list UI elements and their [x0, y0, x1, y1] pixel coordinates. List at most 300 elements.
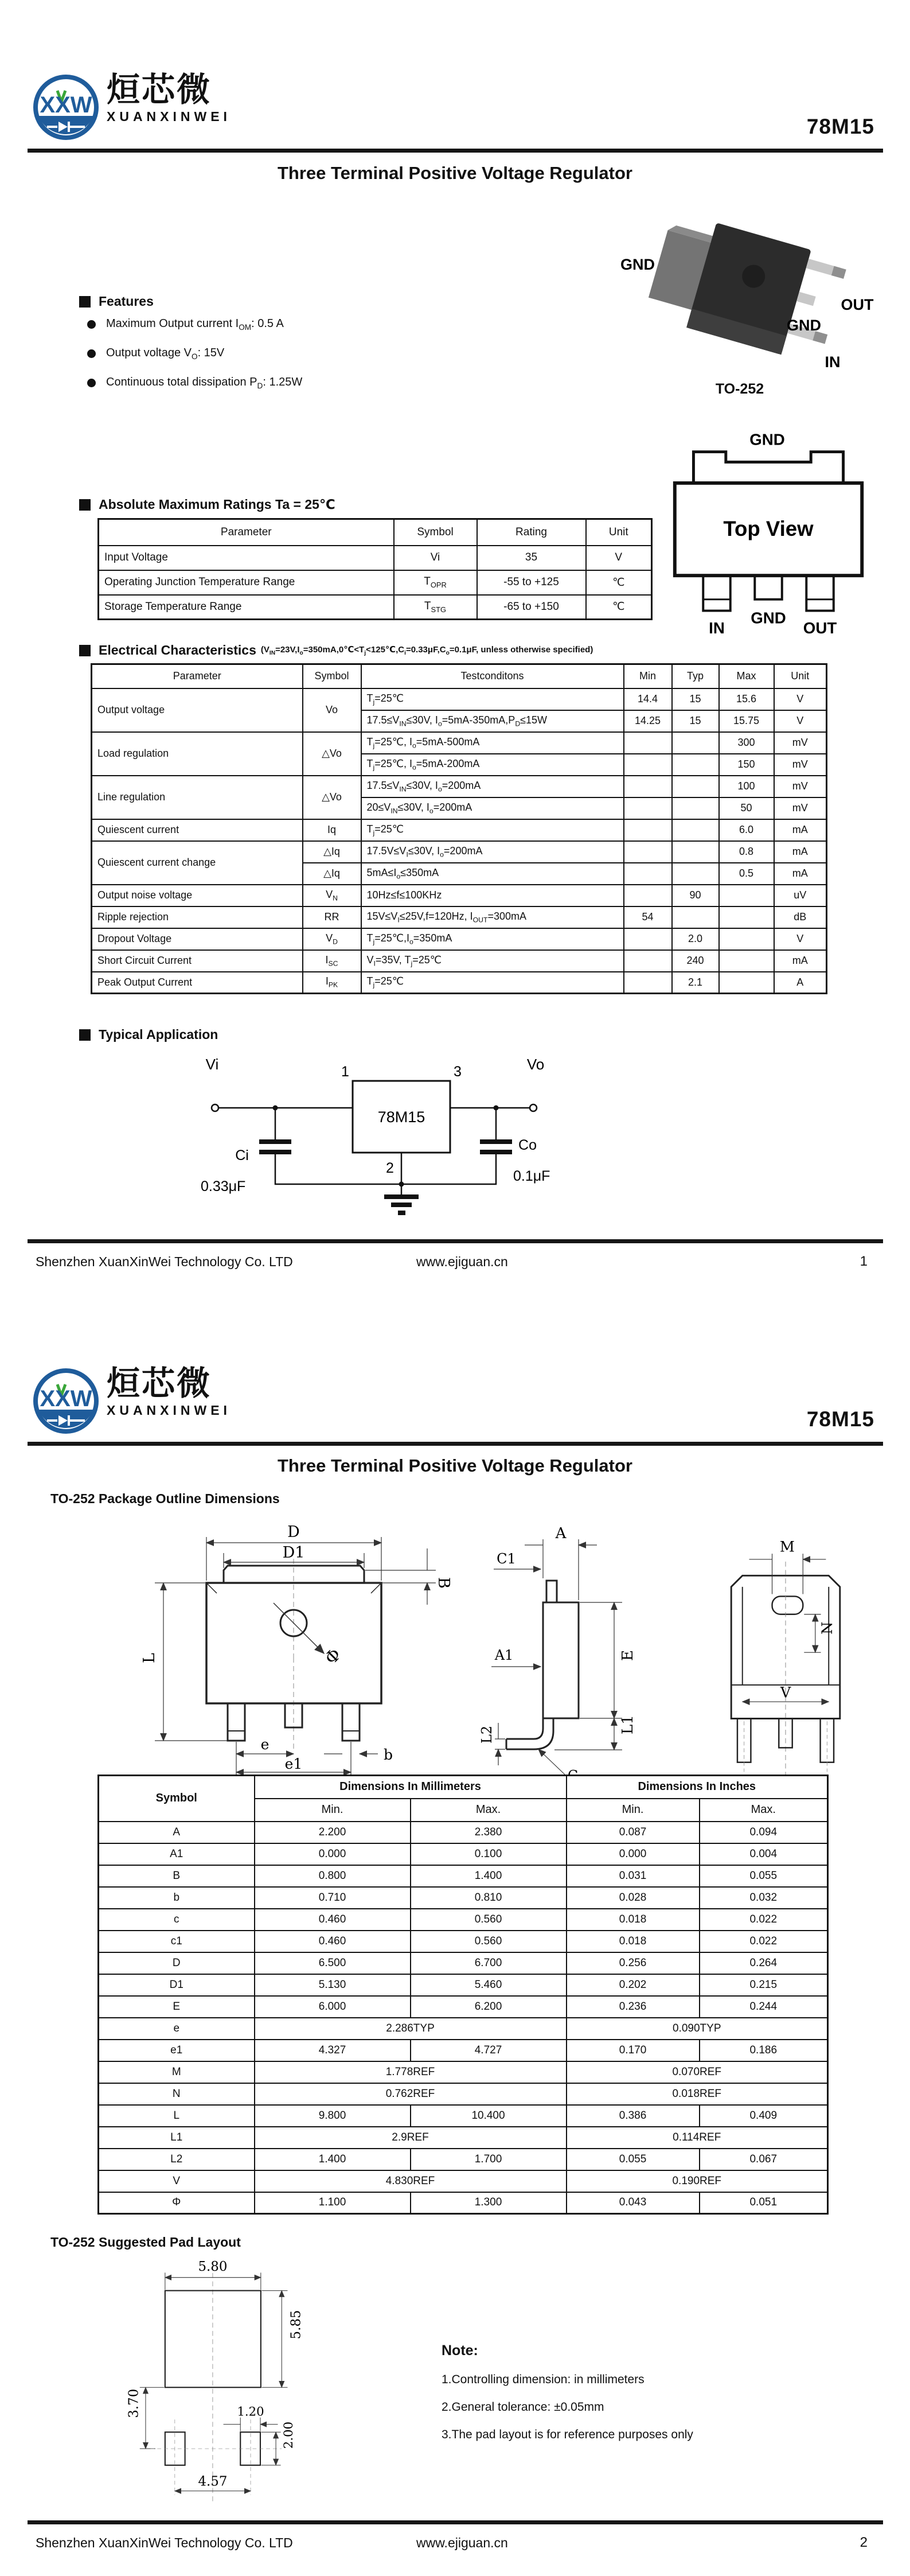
table-cell: Vo	[303, 688, 361, 732]
table-cell: $17.5\le V_{IN}\le 30V$, $I_o=200mA$	[361, 776, 624, 797]
dim-label-B: B	[435, 1577, 452, 1589]
table-cell: B	[99, 1865, 255, 1887]
table-cell: △Vo	[303, 776, 361, 819]
table-cell: $I_{SC}$	[303, 950, 361, 972]
table-cell: 6.200	[411, 1996, 567, 2018]
table-cell: $V_N$	[303, 885, 361, 906]
table-cell: Load regulation	[92, 732, 303, 776]
table-cell: 0.264	[700, 1952, 828, 1974]
table-row	[99, 2018, 828, 2040]
table-cell	[672, 797, 719, 819]
table-cell: 100	[719, 776, 774, 797]
logo-chinese-name: 烜芯微	[107, 1365, 212, 1402]
table-cell	[672, 754, 719, 776]
table-cell: 1.400	[255, 2149, 411, 2170]
table-cell: 50	[719, 797, 774, 819]
table-cell: 5.460	[411, 1974, 567, 1996]
column-header: Symbol	[303, 664, 361, 688]
column-header: Max.	[411, 1799, 567, 1822]
logo-monogram-text: XXW	[40, 92, 92, 118]
circuit-ci-label: Ci	[235, 1147, 249, 1164]
circuit-co-value: 0.1μF	[513, 1168, 550, 1184]
table-cell: Peak Output Current	[92, 972, 303, 994]
table-cell: 0.090TYP	[567, 2018, 828, 2040]
logo-monogram-icon	[32, 73, 100, 141]
table-row	[99, 2083, 828, 2105]
table-cell: 0.114REF	[567, 2127, 828, 2149]
dim-label-L2: L2	[479, 1725, 495, 1744]
table-cell: $20\le V_{IN}\le 30V$, $I_o=200mA$	[361, 797, 624, 819]
dim-label-N: N	[818, 1621, 836, 1635]
table-cell	[624, 885, 672, 906]
table-row	[99, 595, 652, 620]
table-cell: 0.244	[700, 1996, 828, 2018]
table-row	[99, 546, 652, 570]
table-cell: Iq	[303, 819, 361, 841]
dimensions-table	[97, 1775, 829, 2215]
feature-item	[87, 317, 284, 332]
logo-english-name: XUANXINWEI	[107, 109, 231, 124]
features-heading-text: Features	[99, 294, 154, 309]
table-cell: $T_j=25℃$	[361, 688, 624, 710]
table-cell: V	[774, 710, 827, 732]
table-cell: 0.202	[567, 1974, 700, 1996]
table-cell	[719, 906, 774, 928]
circuit-co-label: Co	[518, 1137, 537, 1153]
table-cell: 0.032	[700, 1887, 828, 1909]
table-cell	[624, 754, 672, 776]
table-cell: 0.022	[700, 1909, 828, 1931]
table-row	[99, 1931, 828, 1952]
logo-monogram-text: XXW	[40, 1386, 92, 1411]
table-cell: $I_{PK}$	[303, 972, 361, 994]
table-cell: Dropout Voltage	[92, 928, 303, 950]
table-row	[92, 819, 827, 841]
column-header: Min	[624, 664, 672, 688]
table-cell: L	[99, 2105, 255, 2127]
pad-dim-pitch: 4.57	[198, 2474, 228, 2489]
circuit-vi-label: Vi	[205, 1056, 219, 1073]
dim-label-M: M	[779, 1538, 795, 1555]
pin-label-out: OUT	[841, 296, 874, 313]
dim-label-E: E	[619, 1650, 636, 1661]
table-cell: 15	[672, 688, 719, 710]
pad-dim-pin-height: 2.00	[280, 2421, 295, 2449]
pad-layout-icon	[77, 2254, 399, 2509]
table-cell: Output noise voltage	[92, 885, 303, 906]
table-cell: 6.000	[255, 1996, 411, 2018]
note-item: 2.General tolerance: ±0.05mm	[442, 2400, 604, 2414]
table-cell	[672, 732, 719, 754]
table-cell: 0.070REF	[567, 2061, 828, 2083]
table-cell: 0.051	[700, 2192, 828, 2214]
table-cell: mA	[774, 863, 827, 885]
application-heading	[79, 1027, 218, 1042]
footer-divider	[28, 1239, 883, 1243]
table-cell: 0.186	[700, 2040, 828, 2061]
table-cell: 4.327	[255, 2040, 411, 2061]
column-header: Rating	[477, 519, 586, 546]
footer-website: www.ejiguan.cn	[416, 1254, 508, 1269]
dim-label-e: e	[260, 1736, 270, 1753]
column-header: Testconditons	[361, 664, 624, 688]
pad-layout-figure	[77, 2254, 399, 2509]
table-row	[99, 2149, 828, 2170]
table-cell: 15.75	[719, 710, 774, 732]
table-cell: 0.100	[411, 1843, 567, 1865]
elec-conditions: ($V_{IN}=23V,I_o=350mA,0℃<T_j<125℃,C_i=0.33\mu F,C_o=0.1\mu F$, unless otherwise specified)	[260, 645, 593, 656]
table-cell	[719, 950, 774, 972]
table-cell: 0.004	[700, 1843, 828, 1865]
table-cell: 6.500	[255, 1952, 411, 1974]
table-cell: e	[99, 2018, 255, 2040]
table-cell: A	[99, 1822, 255, 1843]
table-row	[99, 1822, 828, 1843]
table-cell: -65 to +150	[477, 595, 586, 620]
table-cell: Output voltage	[92, 688, 303, 732]
table-row	[99, 570, 652, 595]
outline-side-icon	[479, 1516, 651, 1786]
table-row	[92, 972, 827, 994]
abs-max-heading-text: Absolute Maximum Ratings Ta = 25℃	[99, 497, 335, 512]
table-cell: 0.256	[567, 1952, 700, 1974]
table-row	[99, 1887, 828, 1909]
application-circuit-figure	[189, 1048, 556, 1220]
table-cell: 2.0	[672, 928, 719, 950]
table-cell	[624, 819, 672, 841]
table-cell: 6.700	[411, 1952, 567, 1974]
pad-dim-pin-width: 1.20	[237, 2404, 264, 2419]
table-row	[99, 1843, 828, 1865]
dim-label-phi: Φ	[321, 1644, 346, 1669]
table-cell: 0.094	[700, 1822, 828, 1843]
table-row	[92, 906, 827, 928]
abs-max-heading	[79, 497, 335, 512]
table-cell	[719, 928, 774, 950]
feature-text: Continuous total dissipation $P_D$: 1.25W	[106, 376, 303, 390]
table-cell	[624, 928, 672, 950]
dim-label-D: D	[287, 1523, 300, 1541]
column-header: Unit	[774, 664, 827, 688]
table-cell: 0.018REF	[567, 2083, 828, 2105]
note-item: 1.Controlling dimension: in millimeters	[442, 2373, 645, 2386]
table-cell	[624, 972, 672, 994]
table-cell: 15	[672, 710, 719, 732]
pin-label-gnd-tab: GND	[620, 256, 655, 273]
application-heading-text: Typical Application	[99, 1027, 218, 1042]
table-cell: 1.300	[411, 2192, 567, 2214]
table-cell: 0.560	[411, 1909, 567, 1931]
footer-page-number: 2	[860, 2535, 868, 2550]
table-cell: 2.286TYP	[255, 2018, 567, 2040]
pad-dim-height: 5.85	[288, 2310, 304, 2340]
column-header: Parameter	[99, 519, 394, 546]
table-cell: Input Voltage	[99, 546, 394, 570]
table-cell: RR	[303, 906, 361, 928]
circuit-pin1-label: 1	[341, 1064, 349, 1080]
column-header: Typ	[672, 664, 719, 688]
table-cell: Short Circuit Current	[92, 950, 303, 972]
table-cell	[672, 819, 719, 841]
table-cell: $T_{STG}$	[394, 595, 477, 620]
circuit-ci-value: 0.33μF	[201, 1178, 246, 1194]
table-row	[92, 928, 827, 950]
table-cell: 2.380	[411, 1822, 567, 1843]
circuit-vo-label: Vo	[526, 1056, 545, 1073]
table-cell: $T_j=25℃,I_o=350mA$	[361, 928, 624, 950]
logo-monogram-icon	[32, 1367, 100, 1435]
table-cell: $15V\le V_I\le 25V,f=120Hz$, $I_{OUT}=300mA$	[361, 906, 624, 928]
dim-label-V: V	[780, 1683, 791, 1701]
table-cell: 0.190REF	[567, 2170, 828, 2192]
part-number: 78M15	[806, 115, 874, 138]
table-cell: $T_j=25℃$	[361, 972, 624, 994]
table-row	[99, 1952, 828, 1974]
table-cell	[672, 776, 719, 797]
outline-rear-icon	[691, 1534, 880, 1780]
table-cell: 0.031	[567, 1865, 700, 1887]
table-cell: 0.560	[411, 1931, 567, 1952]
table-cell: mV	[774, 776, 827, 797]
bullet-icon	[87, 320, 96, 329]
dim-label-L1: L1	[619, 1715, 636, 1734]
table-cell: Operating Junction Temperature Range	[99, 570, 394, 595]
outline-rear-figure	[691, 1534, 880, 1780]
circuit-chip-label: 78M15	[377, 1108, 425, 1126]
dim-label-C1: C1	[497, 1551, 516, 1567]
part-number: 78M15	[806, 1407, 874, 1431]
table-cell: $V_D$	[303, 928, 361, 950]
table-cell: uV	[774, 885, 827, 906]
table-cell: 0.018	[567, 1909, 700, 1931]
column-header: Symbol	[99, 1776, 255, 1822]
circuit-pin3-label: 3	[454, 1064, 462, 1080]
table-cell	[624, 863, 672, 885]
column-header: Dimensions In Millimeters	[255, 1776, 567, 1799]
header-divider	[28, 149, 883, 153]
table-cell: V	[99, 2170, 255, 2192]
table-cell: 35	[477, 546, 586, 570]
table-cell: 54	[624, 906, 672, 928]
table-row	[99, 1865, 828, 1887]
table-cell: 0.386	[567, 2105, 700, 2127]
table-cell	[624, 732, 672, 754]
outline-heading: TO-252 Package Outline Dimensions	[50, 1491, 280, 1506]
package-3d-figure	[596, 211, 883, 398]
dim-label-b: b	[383, 1746, 393, 1763]
topview-label-gnd-tab: GND	[749, 430, 785, 449]
table-cell: 0.018	[567, 1931, 700, 1952]
table-cell: L2	[99, 2149, 255, 2170]
table-cell	[624, 776, 672, 797]
table-cell: $V_I=35V$, $T_j=25℃$	[361, 950, 624, 972]
table-cell: 1.700	[411, 2149, 567, 2170]
table-cell: 0.215	[700, 1974, 828, 1996]
section-square-icon	[79, 645, 91, 656]
table-cell: 0.460	[255, 1909, 411, 1931]
table-cell: 0.5	[719, 863, 774, 885]
table-cell: $T_j=25℃$	[361, 819, 624, 841]
table-cell: A1	[99, 1843, 255, 1865]
table-row	[99, 1974, 828, 1996]
table-cell: 6.0	[719, 819, 774, 841]
table-cell: 90	[672, 885, 719, 906]
table-cell: M	[99, 2061, 255, 2083]
table-cell: 0.087	[567, 1822, 700, 1843]
bullet-icon	[87, 379, 96, 387]
pad-layout-heading: TO-252 Suggested Pad Layout	[50, 2235, 241, 2250]
dim-label-D1: D1	[282, 1544, 305, 1562]
table-cell: V	[774, 928, 827, 950]
table-cell: 1.400	[411, 1865, 567, 1887]
table-cell: $T_j=25℃$, $I_o=5mA-500mA$	[361, 732, 624, 754]
company-logo	[32, 73, 231, 141]
table-cell: $T_j=25℃$, $I_o=5mA-200mA$	[361, 754, 624, 776]
table-cell: 1.100	[255, 2192, 411, 2214]
table-cell: c1	[99, 1931, 255, 1952]
table-cell: 10Hz≤f≤100KHz	[361, 885, 624, 906]
column-header: Max	[719, 664, 774, 688]
column-header: Symbol	[394, 519, 477, 546]
table-cell: c	[99, 1909, 255, 1931]
table-row	[99, 2192, 828, 2214]
footer-company: Shenzhen XuanXinWei Technology Co. LTD	[36, 1254, 293, 1269]
topview-label-out: OUT	[803, 619, 837, 637]
column-header: Unit	[586, 519, 652, 546]
table-row	[99, 2040, 828, 2061]
section-square-icon	[79, 1029, 91, 1041]
footer-page-number: 1	[860, 1254, 868, 1269]
table-cell: 0.067	[700, 2149, 828, 2170]
table-cell: mA	[774, 950, 827, 972]
table-cell: 0.460	[255, 1931, 411, 1952]
header-divider	[28, 1442, 883, 1446]
table-cell: 0.409	[700, 2105, 828, 2127]
table-cell: 9.800	[255, 2105, 411, 2127]
dim-label-A: A	[555, 1525, 567, 1542]
table-cell: 300	[719, 732, 774, 754]
table-cell	[624, 950, 672, 972]
footer-divider	[28, 2520, 883, 2524]
table-cell: 14.4	[624, 688, 672, 710]
table-cell: D1	[99, 1974, 255, 1996]
table-cell	[719, 885, 774, 906]
package-caption: TO-252	[715, 381, 764, 397]
table-row	[99, 1909, 828, 1931]
column-header: Min.	[255, 1799, 411, 1822]
table-cell: ℃	[586, 570, 652, 595]
table-cell: 15.6	[719, 688, 774, 710]
note-heading: Note:	[442, 2342, 478, 2359]
table-cell: E	[99, 1996, 255, 2018]
table-cell: Line regulation	[92, 776, 303, 819]
table-cell: Φ	[99, 2192, 255, 2214]
table-cell: 0.810	[411, 1887, 567, 1909]
table-cell: A	[774, 972, 827, 994]
pin-label-gnd: GND	[787, 317, 821, 334]
table-cell: Quiescent current	[92, 819, 303, 841]
table-cell: 4.727	[411, 2040, 567, 2061]
table-cell: D	[99, 1952, 255, 1974]
outline-front-icon	[100, 1513, 490, 1785]
table-cell: -55 to +125	[477, 570, 586, 595]
outline-front-figure	[100, 1513, 490, 1785]
table-cell: 2.9REF	[255, 2127, 567, 2149]
topview-label-gnd: GND	[751, 609, 786, 627]
table-cell: 0.000	[255, 1843, 411, 1865]
table-row	[99, 2127, 828, 2149]
table-cell: $17.5\le V_{IN}\le 30V$, $I_o=5mA-350mA,P_D\le 15W$	[361, 710, 624, 732]
table-cell: Ripple rejection	[92, 906, 303, 928]
table-row	[92, 776, 827, 797]
table-cell: 2.1	[672, 972, 719, 994]
table-cell: △Iq	[303, 863, 361, 885]
column-header: Max.	[700, 1799, 828, 1822]
column-header: Parameter	[92, 664, 303, 688]
pad-dim-gap: 3.70	[126, 2388, 142, 2418]
page-2	[0, 1288, 910, 2576]
feature-item	[87, 376, 302, 390]
logo-english-name: XUANXINWEI	[107, 1403, 231, 1418]
table-cell: e1	[99, 2040, 255, 2061]
table-cell: △Vo	[303, 732, 361, 776]
table-cell	[624, 841, 672, 863]
footer-company: Shenzhen XuanXinWei Technology Co. LTD	[36, 2535, 293, 2550]
elec-heading-text: Electrical Characteristics	[99, 643, 256, 657]
table-cell	[719, 972, 774, 994]
abs-max-table	[97, 518, 653, 620]
table-cell: 0.236	[567, 1996, 700, 2018]
top-view-icon	[649, 429, 890, 638]
table-cell: 14.25	[624, 710, 672, 732]
feature-item	[87, 347, 224, 361]
company-logo	[32, 1367, 231, 1435]
pad-dim-width: 5.80	[198, 2259, 228, 2274]
table-cell: 0.800	[255, 1865, 411, 1887]
note-item: 3.The pad layout is for reference purposes only	[442, 2428, 693, 2441]
table-cell: Storage Temperature Range	[99, 595, 394, 620]
table-cell: mV	[774, 754, 827, 776]
table-cell: 0.055	[700, 1865, 828, 1887]
table-cell: 0.022	[700, 1931, 828, 1952]
logo-chinese-name: 烜芯微	[107, 71, 212, 108]
bullet-icon	[87, 349, 96, 358]
table-cell: $T_{OPR}$	[394, 570, 477, 595]
table-cell: 150	[719, 754, 774, 776]
table-cell: $5mA\le I_o\le 350mA$	[361, 863, 624, 885]
table-cell: mV	[774, 732, 827, 754]
table-row	[92, 841, 827, 863]
table-cell: V	[586, 546, 652, 570]
table-cell	[624, 797, 672, 819]
page-title: Three Terminal Positive Voltage Regulator	[277, 1456, 632, 1476]
table-cell: mA	[774, 819, 827, 841]
table-cell: dB	[774, 906, 827, 928]
footer-website: www.ejiguan.cn	[416, 2535, 508, 2550]
table-row	[99, 1996, 828, 2018]
table-cell	[672, 863, 719, 885]
dim-label-A1: A1	[494, 1647, 514, 1663]
column-header: Dimensions In Inches	[567, 1776, 828, 1799]
table-row	[92, 688, 827, 710]
top-view-figure	[649, 429, 890, 638]
pin-label-in: IN	[825, 353, 841, 371]
table-cell: 0.028	[567, 1887, 700, 1909]
logo-text	[107, 73, 231, 124]
table-row	[99, 2061, 828, 2083]
table-cell: mV	[774, 797, 827, 819]
table-cell: $17.5V\le V_I\le 30V$, $I_o=200mA$	[361, 841, 624, 863]
